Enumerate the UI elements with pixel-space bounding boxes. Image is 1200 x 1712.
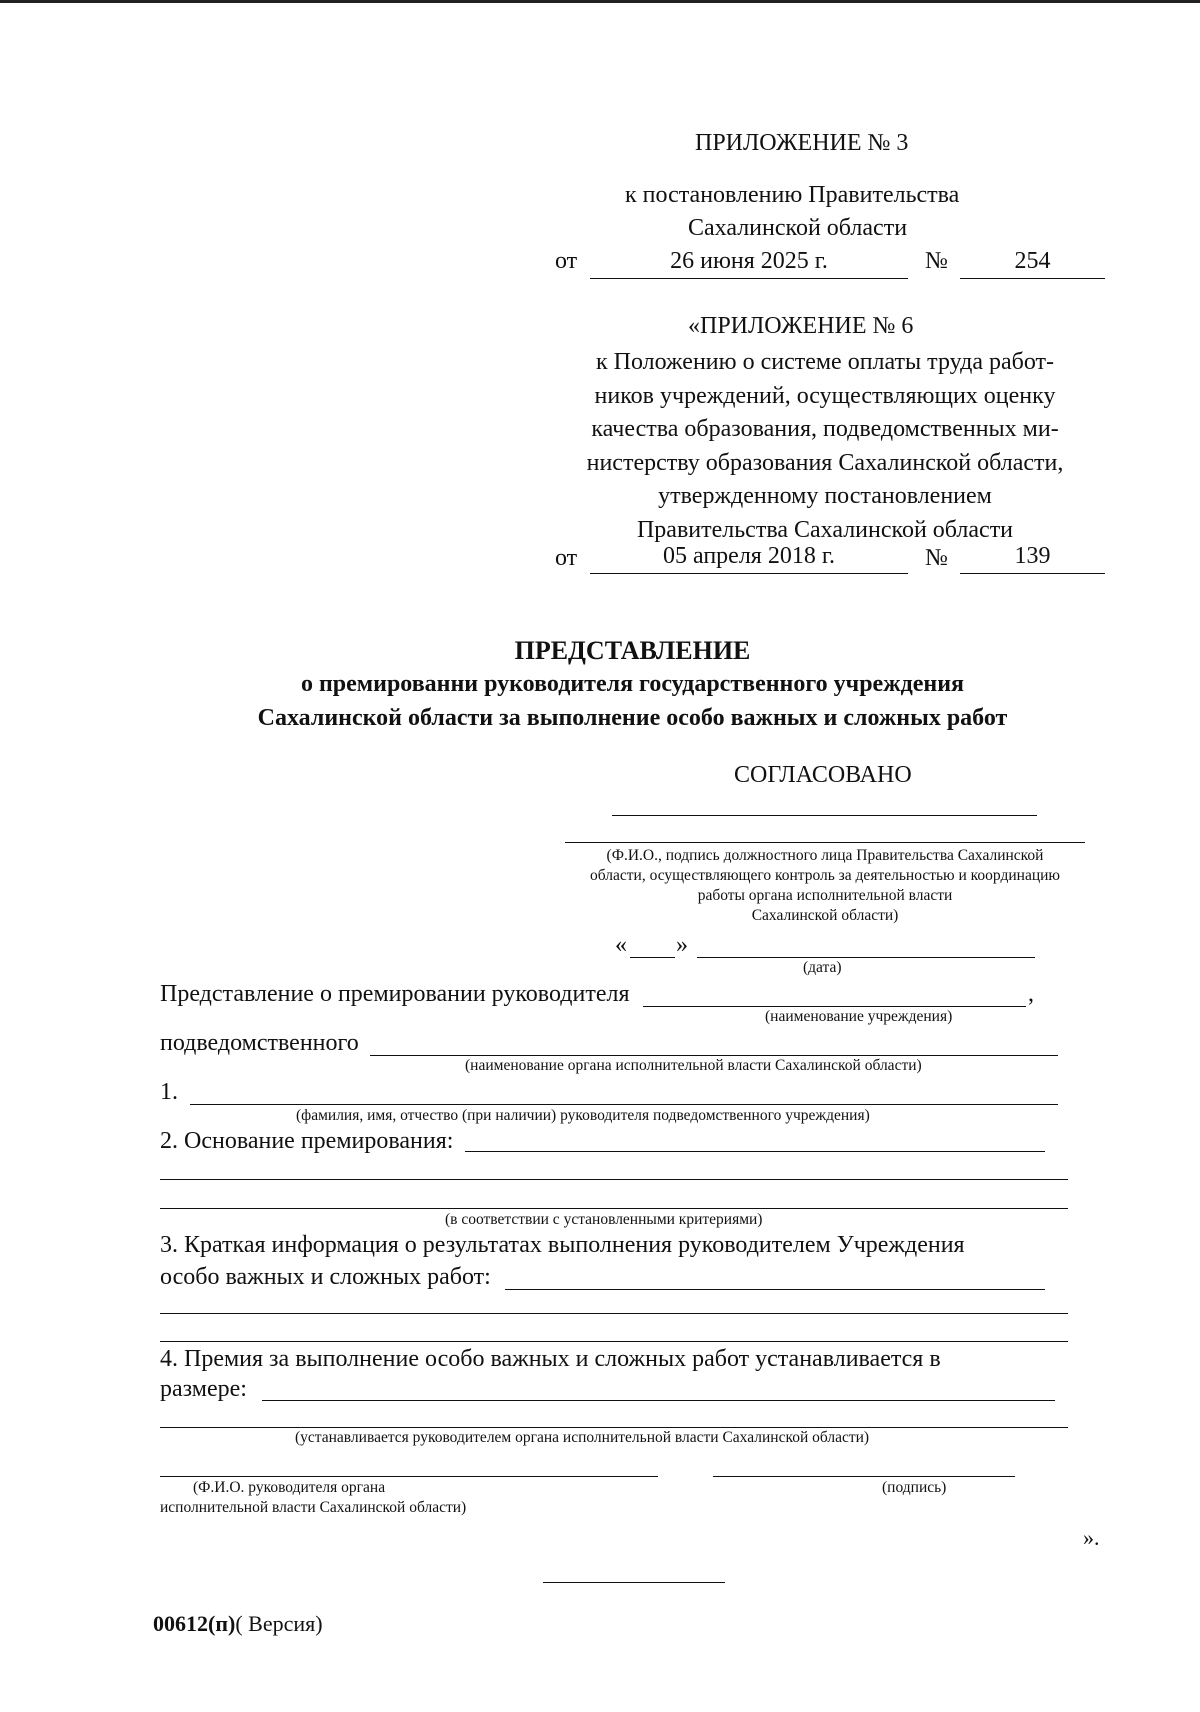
document-code: [153, 1611, 323, 1637]
appendix-to-line2: Сахалинской области: [688, 215, 908, 241]
inner-appendix-line: качества образования, подведомственных ми-: [591, 416, 1059, 442]
inner-appendix-date-line: [590, 573, 908, 574]
approval-label: СОГЛАСОВАНО: [734, 762, 912, 788]
appendix-to-line1: к постановлению Правительства: [625, 182, 960, 208]
document-subtitle-line1: о премированни руководителя государственного учреждения: [300, 671, 965, 697]
item3-field: [505, 1289, 1045, 1290]
inner-appendix-line: утвержденному постановлением: [658, 483, 992, 509]
scan-top-edge: [0, 0, 1200, 3]
date-caption: (дата): [803, 959, 842, 976]
document-title: ПРЕДСТАВЛЕНИЕ: [514, 636, 751, 665]
approval-caption-line: работы органа исполнительной власти: [697, 887, 953, 904]
inner-appendix-line: к Положению о системе оплаты труда работ-: [595, 349, 1055, 375]
item3-line1: 3. Краткая информация о результатах выполнения руководителем Учреждения: [160, 1232, 965, 1258]
signatory-caption-line1: (Ф.И.О. руководителя органа: [193, 1479, 386, 1496]
item2-field-line3: [160, 1208, 1068, 1209]
inner-appendix-line: нистерству образования Сахалинской области,: [586, 449, 1064, 476]
item4-caption: (устанавливается руководителем органа исполнительной власти Сахалинской области): [295, 1429, 870, 1446]
inner-appendix-line: Правительства Сахалинской области: [636, 516, 1014, 543]
inner-appendix-number: 139: [1014, 543, 1051, 569]
item4-field-line2: [160, 1427, 1068, 1428]
appendix-number: 254: [1014, 248, 1051, 274]
approval-signature-line2: [565, 842, 1085, 843]
document-version: ( Версия): [235, 1611, 323, 1636]
approval-caption-line: области, осуществляющего контроль за деятельностью и координацию: [590, 867, 1060, 884]
item2-label: 2. Основание премирования:: [160, 1128, 454, 1154]
appendix-number-line: [960, 278, 1105, 279]
inner-appendix-date: 05 апреля 2018 г.: [663, 543, 835, 569]
item4-line1: 4. Премия за выполнение особо важных и сложных работ устанавливается в: [160, 1346, 941, 1372]
appendix-from-label: от: [555, 248, 578, 274]
inner-appendix-line: ников учреждений, осуществляющих оценку: [594, 382, 1056, 409]
item1-caption: (фамилия, имя, отчество (при наличии) руководителя подведомственного учреждения): [296, 1107, 870, 1124]
inner-appendix-num-label: №: [925, 545, 948, 571]
form-line2-label: подведомственного: [160, 1030, 359, 1056]
document-code-number: 00612(п): [153, 1611, 236, 1636]
form-line1-label: Представление о премировании руководителя: [160, 981, 630, 1007]
appendix-date: 26 июня 2025 г.: [670, 248, 828, 274]
closing-quote: ».: [1083, 1525, 1100, 1550]
signatory-signature-line: [713, 1476, 1015, 1477]
item1-label: 1.: [160, 1079, 178, 1105]
form-line2-caption: (наименование органа исполнительной власти Сахалинской области): [465, 1057, 922, 1074]
date-month-line: [697, 957, 1035, 958]
approval-signature-line: [612, 815, 1037, 816]
form-line2-field: [370, 1055, 1058, 1056]
date-day-line: [630, 957, 675, 958]
date-quote-open: «: [615, 932, 627, 958]
item2-field: [465, 1151, 1045, 1152]
signatory-name-line: [160, 1476, 658, 1477]
item2-field-line2: [160, 1179, 1068, 1180]
approval-caption-line: (Ф.И.О., подпись должностного лица Правительства Сахалинской: [606, 847, 1044, 864]
inner-appendix-text: [540, 346, 1110, 547]
item3-field-line2: [160, 1313, 1068, 1314]
item4-field: [262, 1400, 1055, 1401]
form-line1-caption: (наименование учреждения): [765, 1008, 953, 1025]
inner-appendix-title: «ПРИЛОЖЕНИЕ № 6: [688, 313, 914, 339]
form-line1-field: [643, 1006, 1026, 1007]
inner-appendix-number-line: [960, 573, 1105, 574]
date-quote-close: »: [676, 932, 688, 958]
signature-caption: (подпись): [882, 1479, 947, 1496]
end-divider: [543, 1582, 725, 1583]
signatory-caption-line2: исполнительной власти Сахалинской области): [160, 1499, 467, 1516]
appendix-date-line: [590, 278, 908, 279]
approval-caption: [530, 846, 1120, 926]
item3-field-line3: [160, 1341, 1068, 1342]
inner-appendix-from-label: от: [555, 545, 578, 571]
document-subtitle-line2: Сахалинской области за выполнение особо важных и сложных работ: [257, 705, 1008, 731]
appendix-title: ПРИЛОЖЕНИЕ № 3: [695, 130, 909, 156]
item3-line2: особо важных и сложных работ:: [160, 1264, 491, 1290]
appendix-num-label: №: [925, 248, 948, 274]
item1-field: [190, 1104, 1058, 1105]
item2-caption: (в соответствии с установленными критериями): [445, 1211, 763, 1228]
approval-caption-line: Сахалинской области): [751, 907, 899, 924]
form-line1-end: ,: [1028, 981, 1034, 1007]
item4-line2: размере:: [160, 1376, 247, 1402]
